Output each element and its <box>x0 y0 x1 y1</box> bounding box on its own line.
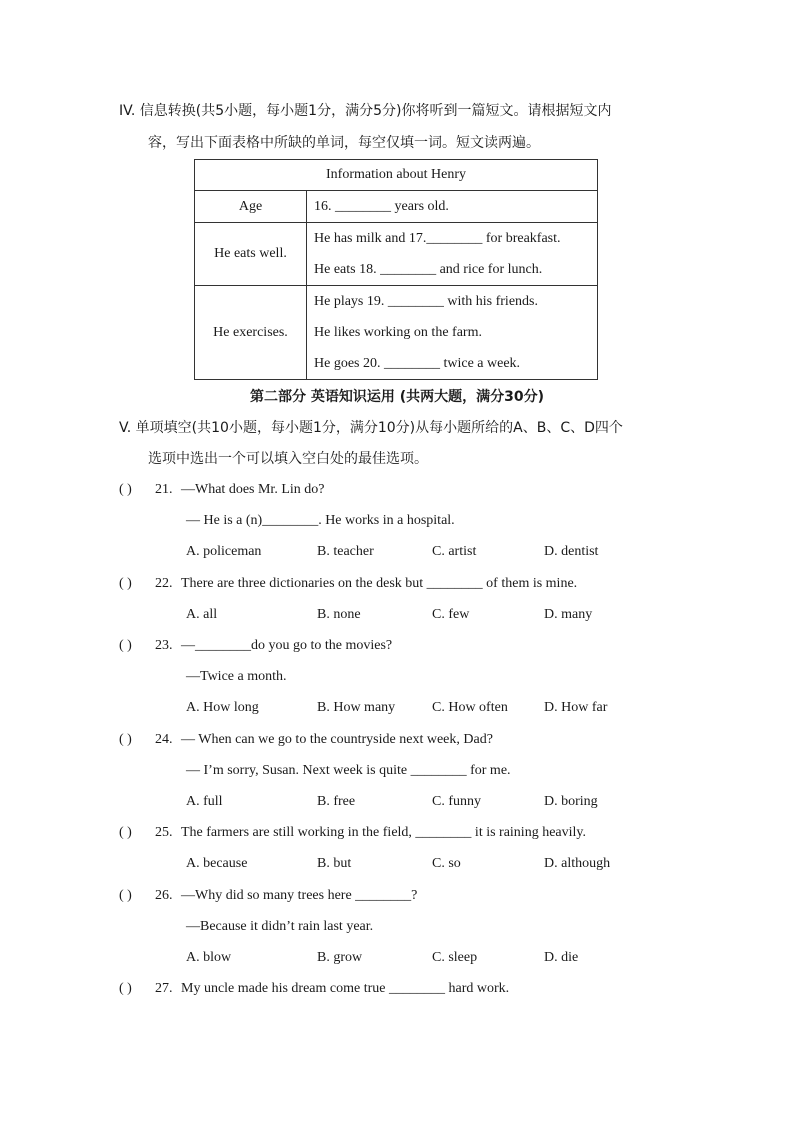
question-number: 24. <box>155 732 173 747</box>
answer-blank[interactable]: ( ) <box>119 576 132 591</box>
option-c[interactable]: C. so <box>432 856 461 871</box>
section4-title-line1: IV. 信息转换(共5小题，每小题1分，满分5分)你将听到一篇短文。请根据短文内 <box>119 103 612 119</box>
option-d[interactable]: D. die <box>544 950 579 965</box>
question-text: The farmers are still working in the field, ________ it is raining heavily. <box>181 825 586 840</box>
option-d[interactable]: D. How far <box>544 700 608 715</box>
option-b[interactable]: B. none <box>317 607 361 622</box>
row-content-age <box>307 191 598 223</box>
info-table-header: Information about Henry <box>195 160 598 191</box>
option-c[interactable]: C. artist <box>432 544 477 559</box>
option-d[interactable]: D. boring <box>544 794 598 809</box>
row-content-exercises <box>307 286 598 380</box>
question-text: There are three dictionaries on the desk but ________ of them is mine. <box>181 576 578 591</box>
option-b[interactable]: B. How many <box>317 700 396 715</box>
answer-blank[interactable]: ( ) <box>119 981 132 996</box>
option-b[interactable]: B. but <box>317 856 352 871</box>
part2-heading: 第二部分 英语知识运用 (共两大题，满分30分) <box>249 389 545 405</box>
row-label-eats: He eats well. <box>195 223 307 286</box>
question-text: — He is a (n)________. He works in a hospital. <box>186 513 455 528</box>
option-b[interactable]: B. grow <box>317 950 363 965</box>
cell-line: 16. ________ years old. <box>314 199 449 214</box>
cell-line: He goes 20. ________ twice a week. <box>314 356 521 371</box>
answer-blank[interactable]: ( ) <box>119 732 132 747</box>
question-text: —Why did so many trees here ________? <box>181 888 418 903</box>
question-number: 22. <box>155 576 173 591</box>
option-c[interactable]: C. funny <box>432 794 481 809</box>
question-number: 26. <box>155 888 173 903</box>
option-a[interactable]: A. How long <box>186 700 259 715</box>
option-c[interactable]: C. few <box>432 607 470 622</box>
question-number: 23. <box>155 638 173 653</box>
info-table <box>194 159 598 380</box>
question-text: —Because it didn’t rain last year. <box>186 919 374 934</box>
cell-line: He has milk and 17.________ for breakfast. <box>314 231 561 246</box>
option-b[interactable]: B. teacher <box>317 544 374 559</box>
question-text: My uncle made his dream come true ________ hard work. <box>181 981 510 996</box>
option-b[interactable]: B. free <box>317 794 356 809</box>
option-d[interactable]: D. many <box>544 607 593 622</box>
cell-line: He plays 19. ________ with his friends. <box>314 294 538 309</box>
question-text: —Twice a month. <box>186 669 287 684</box>
question-text: —________do you go to the movies? <box>181 638 393 653</box>
question-text: — I’m sorry, Susan. Next week is quite ________ for me. <box>186 763 511 778</box>
question-text: — When can we go to the countryside next week, Dad? <box>181 732 493 747</box>
question-number: 27. <box>155 981 173 996</box>
row-content-eats <box>307 223 598 286</box>
option-a[interactable]: A. full <box>186 794 223 809</box>
option-a[interactable]: A. all <box>186 607 218 622</box>
question-number: 21. <box>155 482 173 497</box>
answer-blank[interactable]: ( ) <box>119 825 132 840</box>
option-c[interactable]: C. sleep <box>432 950 478 965</box>
option-a[interactable]: A. blow <box>186 950 232 965</box>
option-d[interactable]: D. although <box>544 856 611 871</box>
option-d[interactable]: D. dentist <box>544 544 599 559</box>
section4-title-line2: 容，写出下面表格中所缺的单词，每空仅填一词。短文读两遍。 <box>148 135 540 151</box>
section5-title-line1: V. 单项填空(共10小题，每小题1分，满分10分)从每小题所给的A、B、C、D四个 <box>119 420 623 436</box>
option-a[interactable]: A. because <box>186 856 248 871</box>
question-text: —What does Mr. Lin do? <box>181 482 325 497</box>
cell-line: He likes working on the farm. <box>314 325 482 340</box>
answer-blank[interactable]: ( ) <box>119 638 132 653</box>
option-a[interactable]: A. policeman <box>186 544 262 559</box>
option-c[interactable]: C. How often <box>432 700 508 715</box>
cell-line: He eats 18. ________ and rice for lunch. <box>314 262 543 277</box>
answer-blank[interactable]: ( ) <box>119 888 132 903</box>
section5-title-line2: 选项中选出一个可以填入空白处的最佳选项。 <box>148 451 428 467</box>
row-label-age: Age <box>195 191 307 223</box>
row-label-exercises: He exercises. <box>195 286 307 380</box>
question-number: 25. <box>155 825 173 840</box>
answer-blank[interactable]: ( ) <box>119 482 132 497</box>
